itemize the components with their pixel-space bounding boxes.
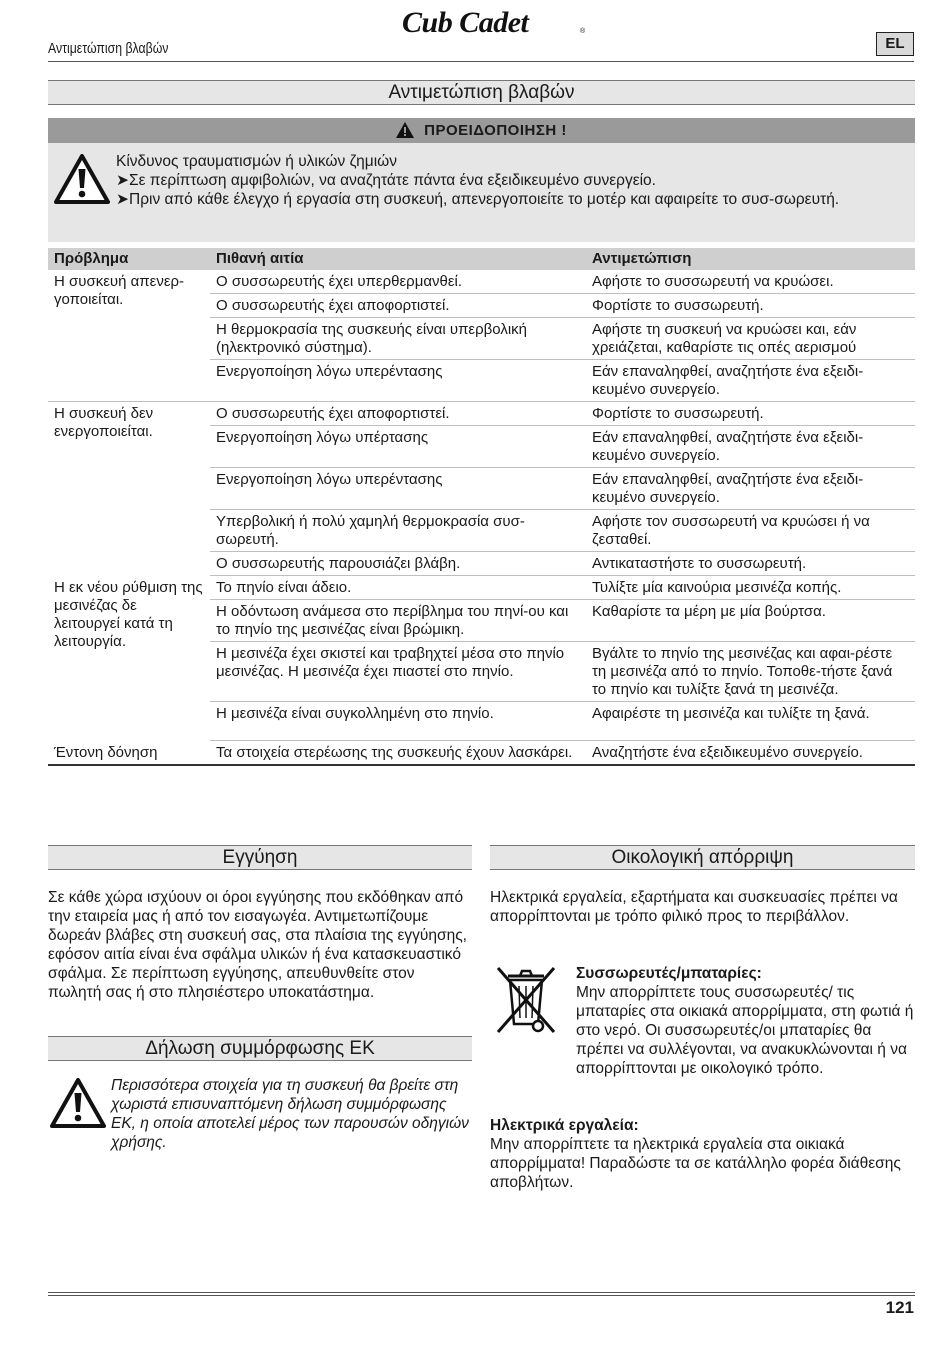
warning-heading: [48, 118, 915, 143]
cause-cell: Ενεργοποίηση λόγω υπερέντασης: [210, 468, 586, 510]
remedy-cell: Αφαιρέστε τη μεσινέζα και τυλίξτε τη ξανά.: [586, 702, 915, 741]
remedy-cell: Εάν επαναληφθεί, αναζητήστε ένα εξειδι-κευμένο συνεργείο.: [586, 468, 915, 510]
ec-declaration-title: Δήλωση συμμόρφωσης ΕΚ: [48, 1036, 472, 1061]
warning-lead: Κίνδυνος τραυματισμών ή υλικών ζημιών: [116, 153, 397, 170]
column-header: Αντιμετώπιση: [586, 248, 915, 270]
remedy-cell: Αντικαταστήστε το συσσωρευτή.: [586, 552, 915, 576]
cause-cell: Ενεργοποίηση λόγω υπέρτασης: [210, 426, 586, 468]
table-row: [48, 576, 915, 600]
running-header: Αντιμετώπιση βλαβών: [48, 40, 169, 57]
warning-item: ➤Πριν από κάθε έλεγχο ή εργασία στη συσκευή, απενεργοποιείτε το μοτέρ και αφαιρείτε το συσ-σωρευτή.: [116, 191, 840, 208]
disposal-title: Οικολογική απόρριψη: [490, 845, 915, 870]
disposal-intro: Ηλεκτρικά εργαλεία, εξαρτήματα και συσκευασίες πρέπει να απορρίπτονται με τρόπο φιλικό προς το περιβάλλον.: [490, 889, 898, 925]
table-row: [48, 402, 915, 426]
table-header-row: [48, 248, 915, 270]
problem-cell: Η συσκευή δεν ενεργοποιείται.: [54, 405, 154, 440]
column-header: Πιθανή αιτία: [210, 248, 586, 270]
remedy-cell: Αφήστε τη συσκευή να κρυώσει και, εάν χρειάζεται, καθαρίστε τις οπές αερισμού: [586, 318, 915, 360]
cub-cadet-logo: [400, 5, 590, 39]
cause-cell: Ο συσσωρευτής παρουσιάζει βλάβη.: [210, 552, 586, 576]
batteries-text: Μην απορρίπτετε τους συσσωρευτές/ τις μπαταρίες στα οικιακά απορρίμματα, στη φωτιά ή στο νερό. Οι συσσωρευτές/οι μπαταρίες θα πρέπει να συλλέγονται, να ανακυκλώνονται ή να απορρίπτονται με οικολογικό τρόπο.: [576, 984, 914, 1077]
crossed-bin-icon: [492, 962, 560, 1036]
table-row: [48, 741, 915, 766]
problem-cell: Έντονη δόνηση: [48, 741, 210, 766]
cause-cell: Ο συσσωρευτής έχει αποφορτιστεί.: [210, 402, 586, 426]
footer-rule: [48, 1292, 915, 1293]
header-rule: [48, 61, 914, 62]
tools-text: Μην απορρίπτετε τα ηλεκτρικά εργαλεία στα οικιακά απορρίμματα! Παραδώστε τα σε κατάλληλο φορέα διάθεσης αποβλήτων.: [490, 1136, 901, 1191]
ec-declaration-text: Περισσότερα στοιχεία για τη συσκευή θα βρείτε στη χωριστά επισυναπτόμενη δήλωση συμμόρφωσης ΕΚ, η οποία αποτελεί μέρος των παρουσών οδηγιών χρήσης.: [111, 1077, 469, 1151]
warranty-title: Εγγύηση: [48, 845, 472, 870]
remedy-cell: Εάν επαναληφθεί, αναζητήστε ένα εξειδι-κευμένο συνεργείο.: [586, 360, 915, 402]
column-header: Πρόβλημα: [48, 248, 210, 270]
cause-cell: Η μεσινέζα έχει σκιστεί και τραβηχτεί μέσα στο πηνίο μεσινέζας. Η μεσινέζα έχει πιαστεί στο πηνίο.: [210, 642, 586, 702]
warning-item: ➤Σε περίπτωση αμφιβολιών, να αναζητάτε πάντα ένα εξειδικευμένο συνεργείο.: [116, 172, 656, 189]
remedy-cell: Αναζητήστε ένα εξειδικευμένο συνεργείο.: [586, 741, 915, 766]
page-number: 121: [885, 1298, 914, 1317]
problem-cell: Η εκ νέου ρύθμιση της μεσινέζας δε λειτουργεί κατά τη λειτουργία.: [54, 578, 203, 650]
svg-text:Cub Cadet: Cub Cadet: [402, 6, 529, 39]
cause-cell: Ο συσσωρευτής έχει αποφορτιστεί.: [210, 294, 586, 318]
cause-cell: Το πηνίο είναι άδειο.: [210, 576, 586, 600]
svg-text:®: ®: [580, 28, 586, 35]
batteries-heading: Συσσωρευτές/μπαταρίες:: [576, 965, 762, 982]
cause-cell: Υπερβολική ή πολύ χαμηλή θερμοκρασία συσ-σωρευτή.: [210, 510, 586, 552]
cause-cell: Η οδόντωση ανάμεσα στο περίβλημα του πηνί-ου και το πηνίο της μεσινέζας είναι βρώμικη.: [210, 600, 586, 642]
remedy-cell: Καθαρίστε τα μέρη με μία βούρτσα.: [586, 600, 915, 642]
remedy-cell: Φορτίστε το συσσωρευτή.: [586, 294, 915, 318]
warning-box: [48, 118, 915, 242]
cause-cell: Ο συσσωρευτής έχει υπερθερμανθεί.: [210, 270, 586, 294]
cause-cell: Η μεσινέζα είναι συγκολλημένη στο πηνίο.: [210, 702, 586, 741]
cause-cell: Η θερμοκρασία της συσκευής είναι υπερβολική (ηλεκτρονικό σύστημα).: [210, 318, 586, 360]
remedy-cell: Αφήστε τον συσσωρευτή να κρυώσει ή να ζεσταθεί.: [586, 510, 915, 552]
warning-small-icon: [396, 122, 414, 138]
table-row: [48, 270, 915, 294]
remedy-cell: Εάν επαναληφθεί, αναζητήστε ένα εξειδι-κευμένο συνεργείο.: [586, 426, 915, 468]
remedy-cell: Βγάλτε το πηνίο της μεσινέζας και αφαι-ρέστε τη μεσινέζα από το πηνίο. Τοποθε-τήστε ξανά το πηνίο και τυλίξτε ξανά τη μεσινέζα.: [586, 642, 915, 702]
warning-triangle-icon: [50, 1078, 106, 1128]
cause-cell: Ενεργοποίηση λόγω υπερέντασης: [210, 360, 586, 402]
remedy-cell: Τυλίξτε μία καινούρια μεσινέζα κοπής.: [586, 576, 915, 600]
tools-heading: Ηλεκτρικά εργαλεία:: [490, 1117, 639, 1134]
warning-text: [116, 152, 906, 209]
cause-cell: Τα στοιχεία στερέωσης της συσκευής έχουν λασκάρει.: [210, 741, 586, 766]
warranty-text: Σε κάθε χώρα ισχύουν οι όροι εγγύησης που εκδόθηκαν από την εταιρεία μας ή από τον εισαγωγέα. Αντιμετωπίζουμε δωρεάν βλάβες στη συσκευή σας, στα πλαίσια της εγγύησης, εφόσον αιτία είναι ένα σφάλμα υλικών ή ένα κατασκευαστικό σφάλμα. Σε περίπτωση εγγύησης, απευθυνθείτε στον πωλητή σας ή στο πλησιέστερο υποκατάστημα.: [48, 889, 467, 1001]
troubleshooting-table: [48, 248, 915, 766]
problem-cell: Η συσκευή απενερ-γοποιείται.: [48, 270, 210, 402]
language-badge: EL: [876, 32, 914, 56]
footer-rule: [48, 1295, 915, 1296]
page-title: Αντιμετώπιση βλαβών: [48, 80, 915, 105]
warning-heading-text: ΠΡΟΕΙΔΟΠΟΙΗΣΗ !: [424, 122, 567, 139]
warning-triangle-icon: [54, 154, 110, 204]
remedy-cell: Αφήστε το συσσωρευτή να κρυώσει.: [586, 270, 915, 294]
remedy-cell: Φορτίστε το συσσωρευτή.: [586, 402, 915, 426]
